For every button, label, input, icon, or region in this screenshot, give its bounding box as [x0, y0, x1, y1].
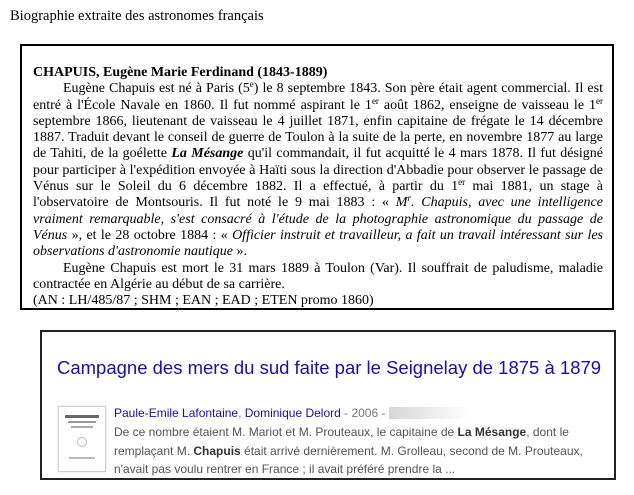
bio-paragraph-1: Eugène Chapuis est né à Paris (5e) le 8 septembre 1843. Son père était agent commercial. Il est entré à l'École Navale en 1860. Il fut nommé aspirant le 1er août 1862, enseigne de vaisseau le 1er septembre 1866, lieutenant de vaisseau le 4 juillet 1871, enfin capitaine de frégate le 14 décembre 1887. Traduit devant le conseil de guerre de Toulon à la suite de la perte, en novembre 1877 au large de Tahiti, de la goélette La Mésange qu'il commandait, il fut acquitté le 4 mars 1878. Il fut désigné pour participer à l'expédition envoyée à Haïti sous la direction d'Abbadie pour observer le passage de Vénus sur le Soleil du 6 décembre 1882. Il a effectué, à partir du 1er mai 1881, un stage à l'observatoire de Montsouris. Il fut noté le 9 mai 1883 : « $M^r$. Chapuis, avec une intelligence vraiment remarquable, s'est consacré à l'étude de la photographie astronomique du passage de Vénus », et le 28 octobre 1884 : « Officier instruit et travailleur, a fait un travail intéressant sur les observations d'astronomie nautique ».	[33, 79, 603, 260]
book-cover-thumbnail[interactable]	[58, 406, 106, 472]
result-snippet: De ce nombre étaient M. Mariot et M. Prouteaux, le capitaine de La Mésange, dont le remplaçant M. Chapuis était arrivé dernièrement. M. Grolleau, second de M. Prouteaux, n'avait pas voulu rentrer en France ; il avait préféré prendre la ...	[114, 425, 583, 476]
quote-2: Officier instruit et travailleur, a fait un travail intéressant sur les observations d'astronomie nautique	[33, 227, 603, 260]
quote-1: $M^r$. Chapuis, avec une intelligence vraiment remarquable, s'est consacré à l'étude de la photographie astronomique du passage de Vénus	[33, 193, 603, 243]
result-title-link[interactable]: Campagne des mers du sud faite par le Seignelay de 1875 à 1879	[57, 357, 602, 378]
author-link-1[interactable]: Paule-Emile Lafontaine	[114, 406, 239, 420]
result-meta: - 2006 -	[340, 406, 389, 420]
faded-text	[389, 407, 469, 419]
biography-box	[20, 44, 614, 310]
bio-name: CHAPUIS, Eugène Marie Ferdinand (1843-1889)	[33, 65, 328, 80]
bio-paragraph-2: Eugène Chapuis est mort le 31 mars 1889 à Toulon (Var). Il souffrait de paludisme, maladie contractée en Algérie au début de sa carrière.	[33, 260, 603, 292]
author-link-2[interactable]: Dominique Delord	[244, 406, 341, 420]
ship-name: La Mésange	[171, 146, 244, 162]
search-result-box	[40, 330, 616, 480]
result-authors: Paule-Emile Lafontaine, Dominique Delord - 2006 -	[114, 406, 469, 420]
page-header: Biographie extraite des astronomes français	[10, 8, 264, 24]
bio-sources: (AN : LH/485/87 ; SHM ; EAN ; EAD ; ETEN promo 1860)	[33, 293, 374, 309]
